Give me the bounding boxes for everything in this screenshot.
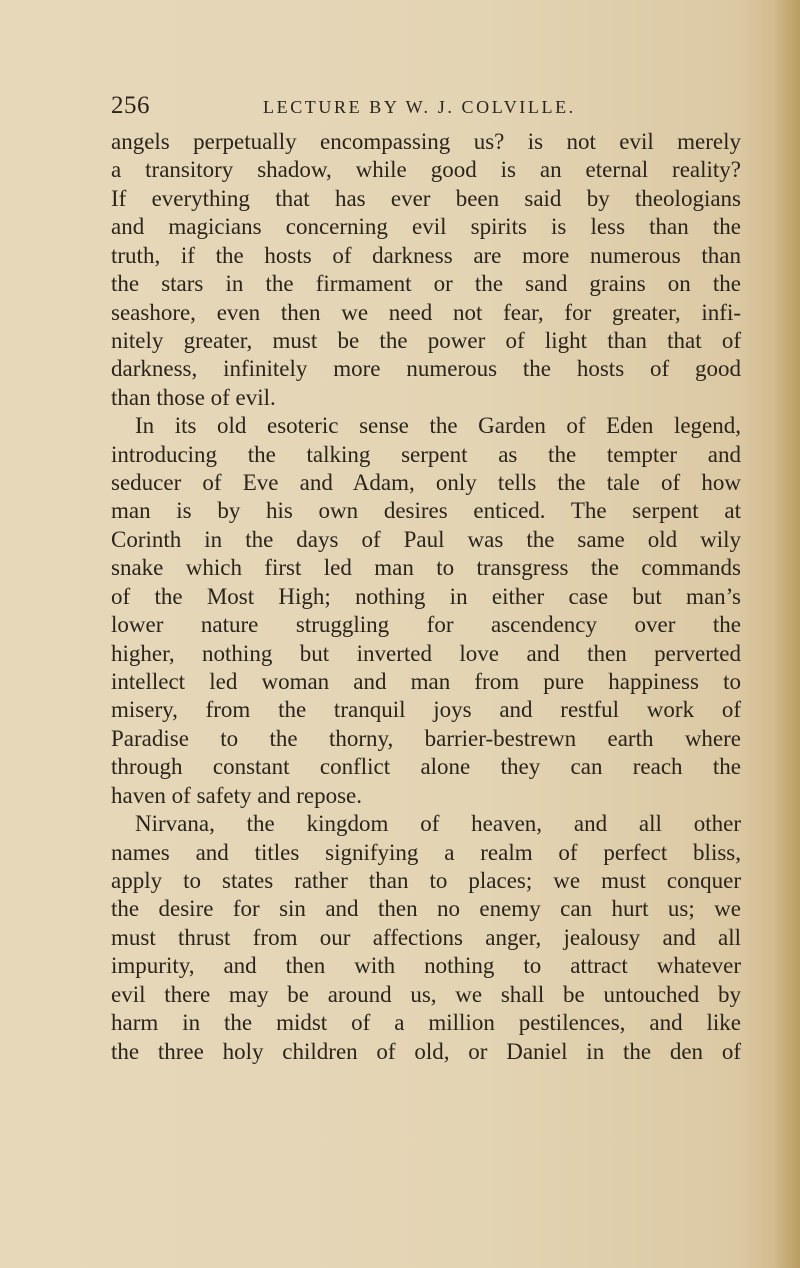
text-line: evil there may be around us, we shall be untouched by — [111, 981, 741, 1007]
text-line: haven of safety and repose. — [111, 782, 362, 808]
text-line: introducing the talking serpent as the tempter and — [111, 441, 741, 467]
running-head: LECTURE BY W. J. COLVILLE. — [263, 97, 576, 117]
text-line: man is by his own desires enticed. The serpent at — [111, 498, 741, 524]
text-line: must thrust from our affections anger, jealousy and all — [111, 924, 741, 950]
text-line: seducer of Eve and Adam, only tells the tale of how — [111, 470, 741, 496]
page-number: 256 — [111, 92, 150, 119]
paragraph-1 — [111, 128, 741, 412]
text-line: If everything that has ever been said by theologians — [111, 185, 741, 211]
paragraph-3 — [111, 810, 741, 1066]
text-line: Corinth in the days of Paul was the same old wily — [111, 526, 741, 552]
text-line: than those of evil. — [111, 384, 276, 410]
text-line: Paradise to the thorny, barrier-bestrewn earth where — [111, 725, 741, 751]
text-line: of the Most High; nothing in either case but man’s — [111, 583, 741, 609]
text-line: harm in the midst of a million pestilences, and like — [111, 1010, 741, 1036]
text-line: Nirvana, the kingdom of heaven, and all other — [135, 811, 741, 837]
text-line: In its old esoteric sense the Garden of Eden legend, — [135, 413, 741, 439]
text-line: higher, nothing but inverted love and then perverted — [111, 640, 741, 666]
text-line: names and titles signifying a realm of perfect bliss, — [111, 839, 741, 865]
text-line: nitely greater, must be the power of light than that of — [111, 327, 741, 353]
text-line: intellect led woman and man from pure happiness to — [111, 669, 741, 695]
text-line: a transitory shadow, while good is an eternal reality? — [111, 157, 741, 183]
text-line: impurity, and then with nothing to attract whatever — [111, 953, 741, 979]
text-line: lower nature struggling for ascendency over the — [111, 612, 741, 638]
text-line: angels perpetually encompassing us? is not evil merely — [111, 129, 741, 154]
text-line: misery, from the tranquil joys and restful work of — [111, 697, 741, 723]
text-line: the desire for sin and then no enemy can hurt us; we — [111, 896, 741, 922]
text-line: snake which first led man to transgress the commands — [111, 555, 741, 581]
paragraph-2 — [111, 412, 741, 810]
text-line: apply to states rather than to places; we must conquer — [111, 867, 741, 893]
text-line: truth, if the hosts of darkness are more numerous than — [111, 242, 741, 268]
text-line: and magicians concerning evil spirits is less than the — [111, 214, 741, 240]
page-edge-shadow — [774, 0, 800, 1268]
text-line: darkness, infinitely more numerous the hosts of good — [111, 356, 741, 382]
text-line: seashore, even then we need not fear, for greater, infi- — [111, 299, 741, 325]
text-line: the three holy children of old, or Daniel in the den of — [111, 1038, 741, 1064]
page-header — [111, 92, 741, 126]
text-line: through constant conflict alone they can reach the — [111, 754, 741, 780]
text-line: the stars in the firmament or the sand grains on the — [111, 271, 741, 297]
body-text — [111, 128, 741, 1066]
